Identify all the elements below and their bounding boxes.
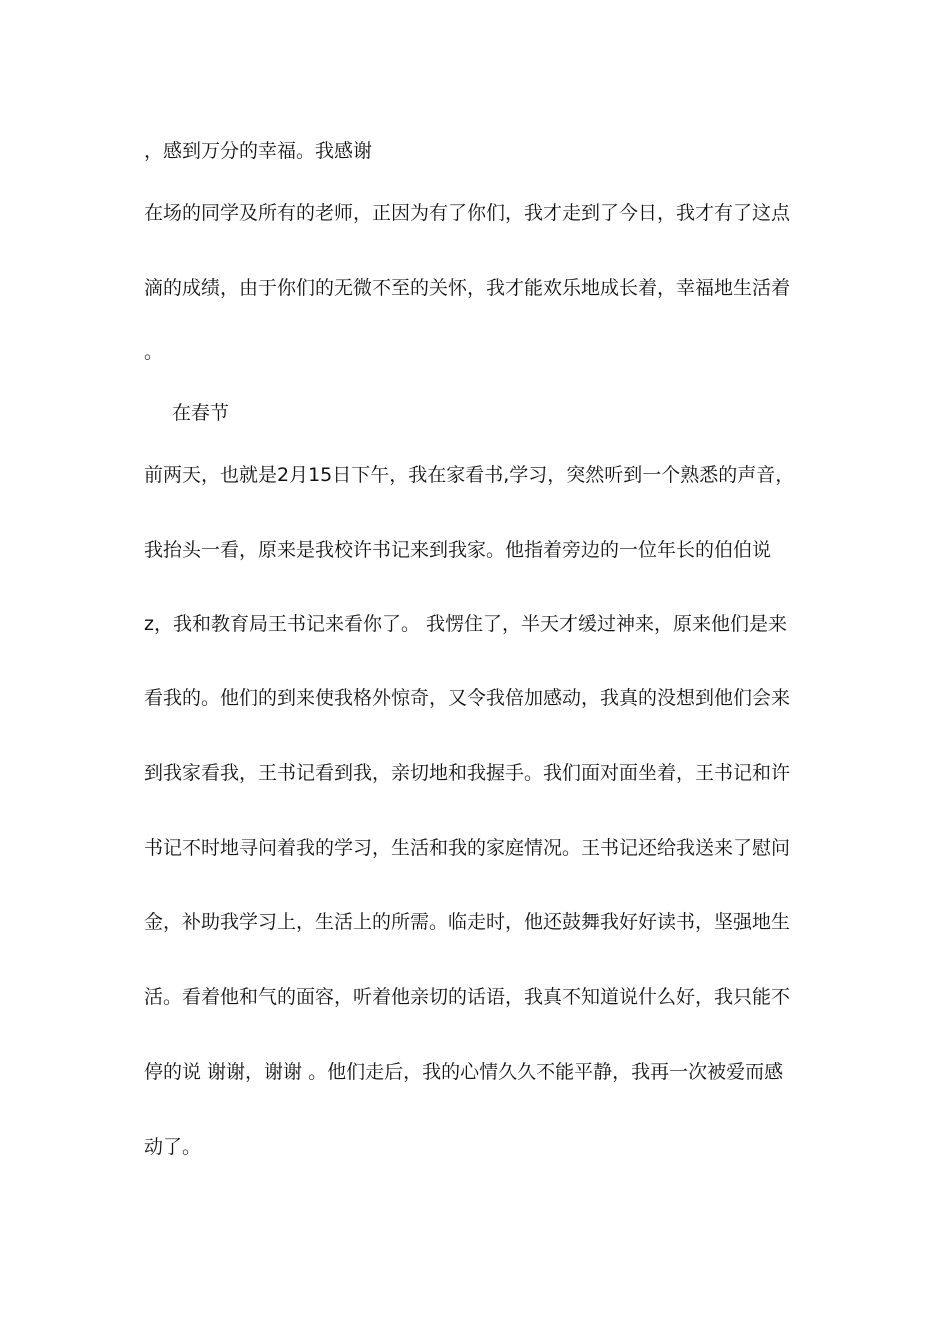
text-line: 在场的同学及所有的老师，正因为有了你们，我才走到了今日，我才有了这点 — [144, 202, 791, 224]
paragraph-start-line: 在春节 — [172, 402, 230, 424]
text-line: 我抬头一看，原来是我校许书记来到我家。他指着旁边的一位年长的伯伯说 — [144, 539, 772, 561]
text-line: 金，补助我学习上，生活上的所需。临走时，他还鼓舞我好好读书，坚强地生 — [144, 911, 791, 933]
text-line: 前两天，也就是2月15日下午，我在家看书,学习，突然听到一个熟悉的声音， — [144, 464, 795, 486]
text-line: 活。看着他和气的面容，听着他亲切的话语，我真不知道说什么好，我只能不 — [144, 986, 791, 1008]
text-line: 滴的成绩，由于你们的无微不至的关怀，我才能欢乐地成长着，幸福地生活着 — [144, 277, 791, 299]
text-line: 书记不时地寻问着我的学习，生活和我的家庭情况。王书记还给我送来了慰问 — [144, 837, 791, 859]
text-line: 动了。 — [144, 1136, 202, 1158]
text-line: 到我家看我，王书记看到我，亲切地和我握手。我们面对面坐着，王书记和许 — [144, 762, 791, 784]
text-line: 。 — [144, 341, 164, 363]
text-line: z，我和教育局王书记来看你了。 我愣住了，半天才缓过神来，原来他们是来 — [144, 613, 788, 635]
text-line: ，感到万分的幸福。我感谢 — [144, 140, 373, 162]
text-line: 看我的。他们的到来使我格外惊奇，又令我倍加感动，我真的没想到他们会来 — [144, 687, 791, 709]
text-line: 停的说 谢谢，谢谢 。他们走后，我的心情久久不能平静，我再一次被爱而感 — [144, 1061, 784, 1083]
